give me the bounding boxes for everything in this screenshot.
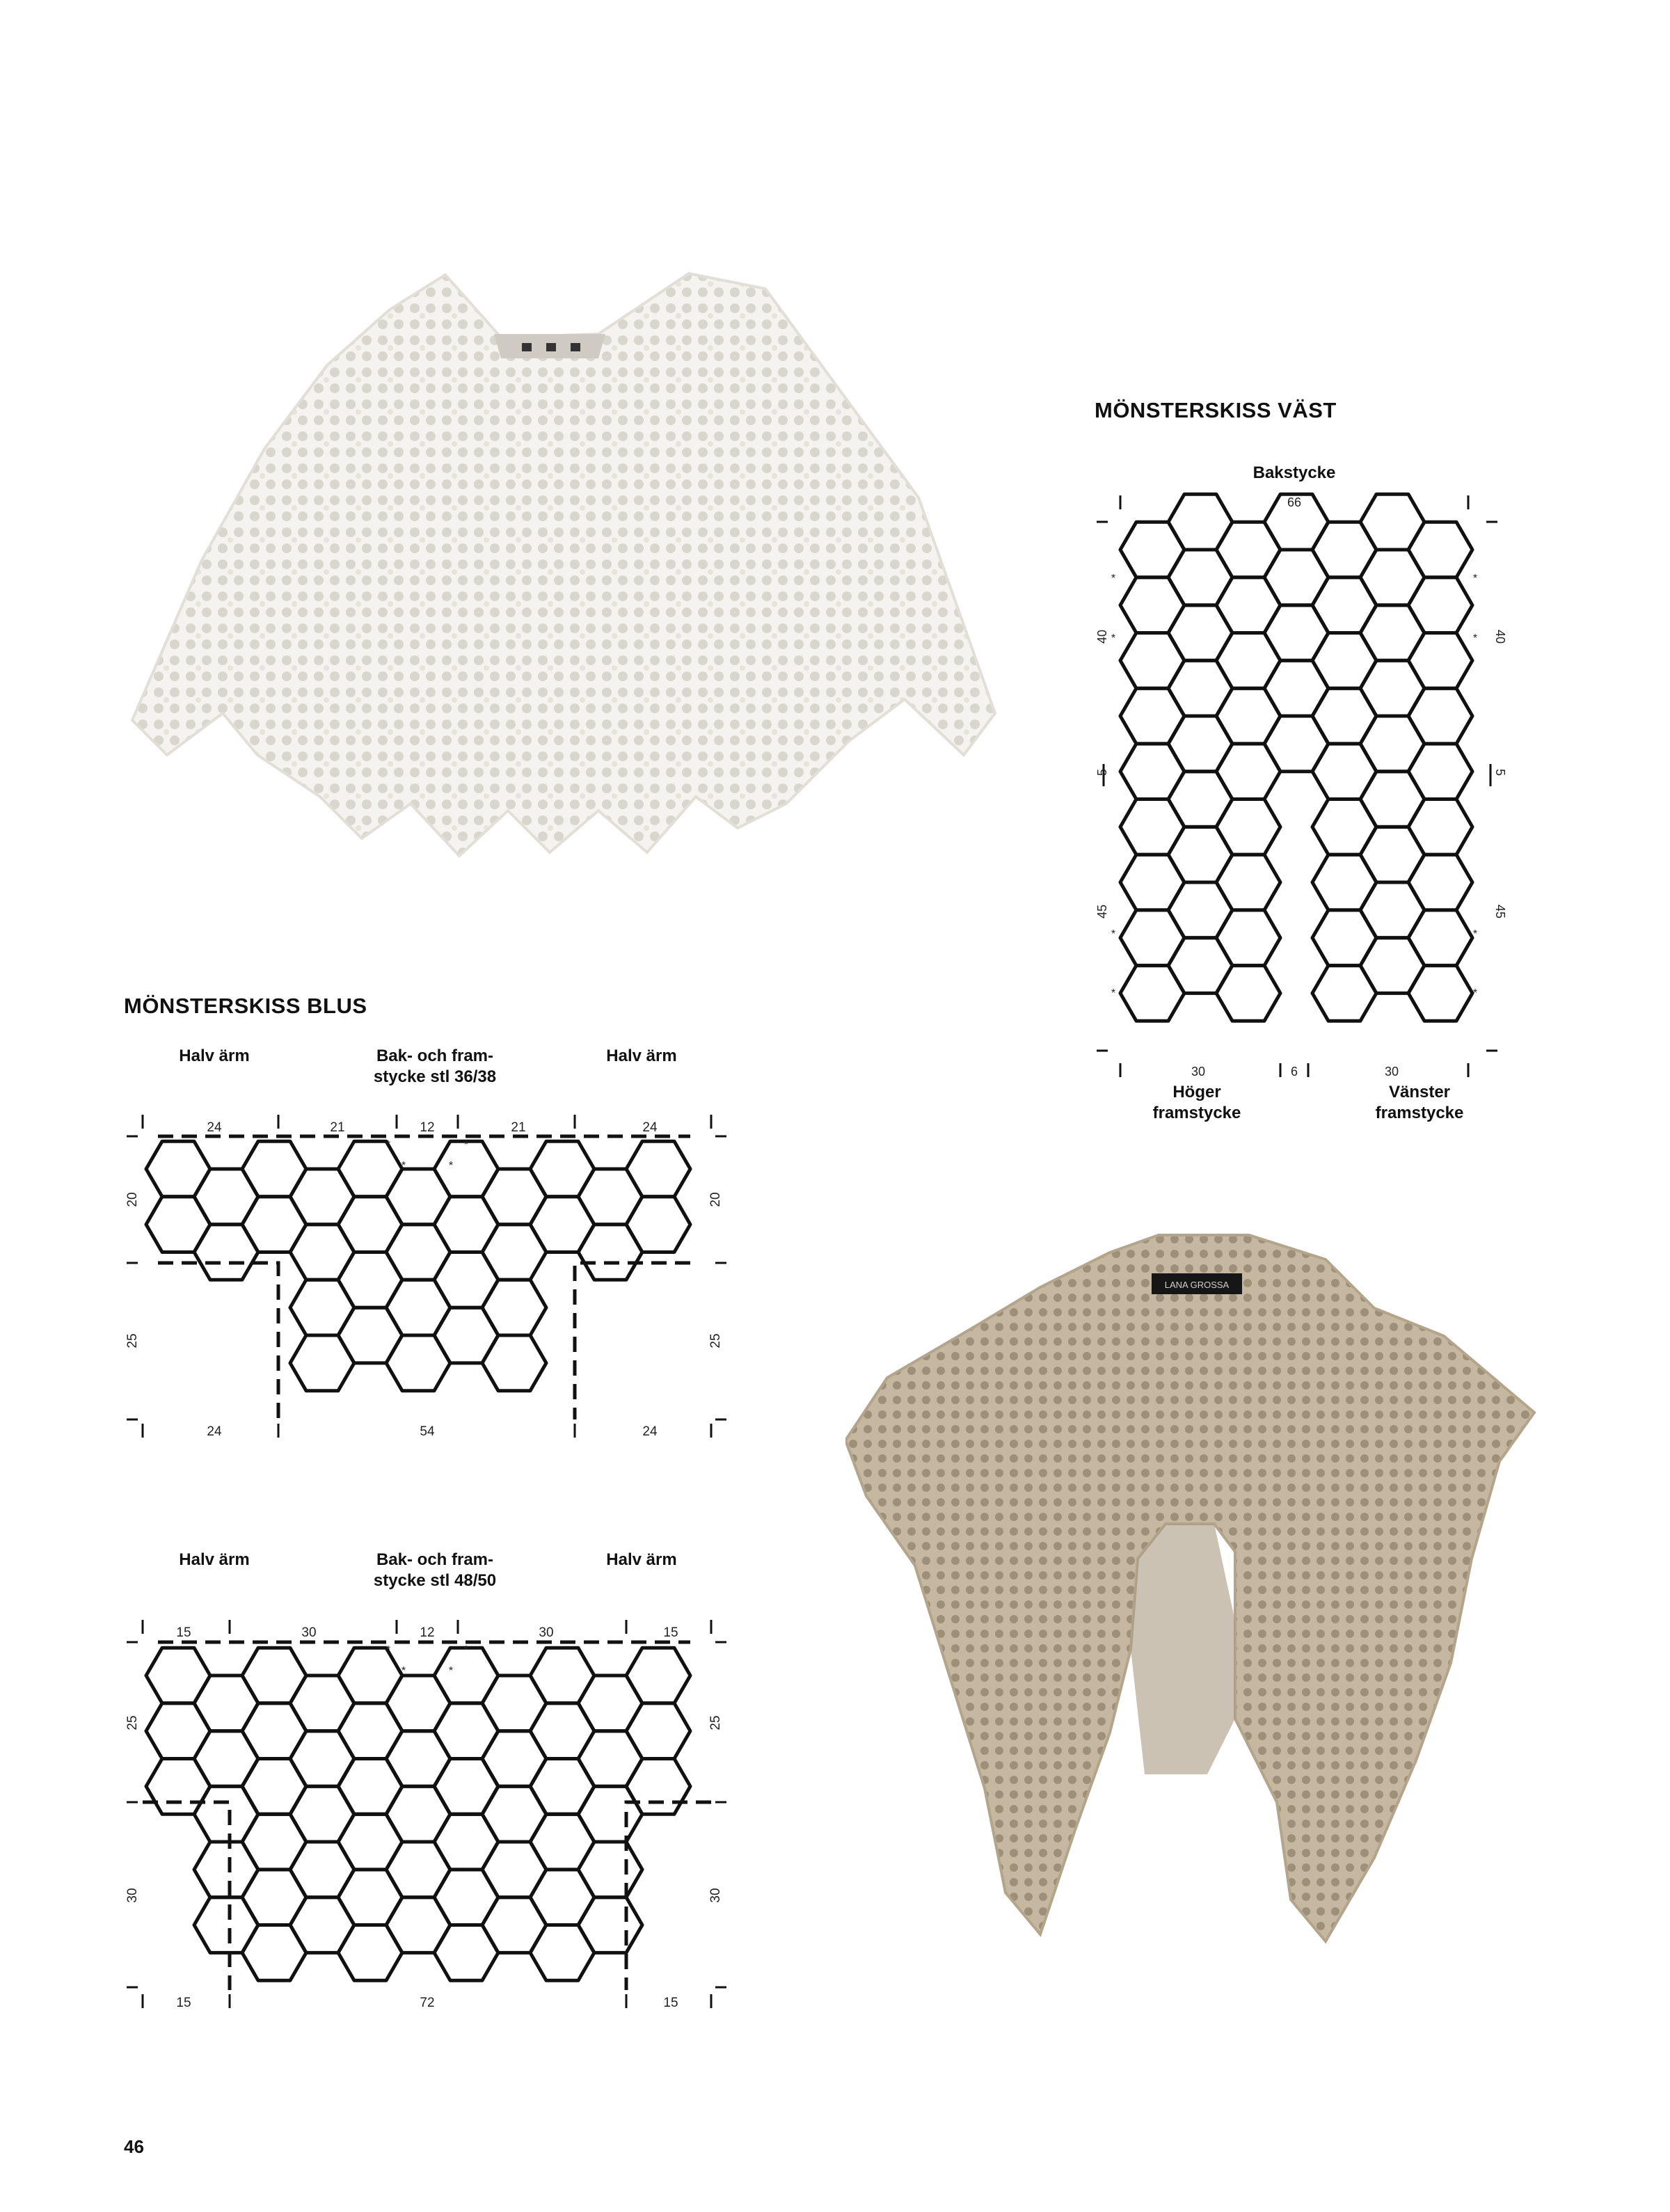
- vest-right-height-1: 40: [1493, 629, 1507, 644]
- svg-text:*: *: [448, 1160, 454, 1172]
- vest-bottom-width-2: 6: [1290, 1065, 1298, 1079]
- blouse-schematic-2-diagram: [118, 1611, 745, 2021]
- blouse2-right-height-2: 30: [708, 1888, 723, 1903]
- svg-text:*: *: [401, 1665, 406, 1677]
- vest-bottom-width-1: 30: [1191, 1065, 1206, 1079]
- vest-left-height-1: 40: [1095, 629, 1109, 644]
- hexagon-motif: [626, 1648, 690, 1703]
- blouse1-top-width-2: 21: [330, 1120, 345, 1135]
- blouse2-sleeve-right-label: Halv ärm: [606, 1550, 677, 1569]
- hexagon-motif: [1216, 966, 1280, 1021]
- hexagon-motif: [626, 1197, 690, 1252]
- svg-text:*: *: [1472, 632, 1478, 644]
- blouse1-left-height-2: 25: [125, 1333, 140, 1348]
- hexagon-motif: [1408, 966, 1472, 1021]
- vest-bottom-width-3: 30: [1384, 1065, 1399, 1079]
- blouse-schematic-title: MÖNSTERSKISS BLUS: [124, 994, 367, 1018]
- hexagon-motif: [482, 1335, 546, 1391]
- hexagon-motif: [1408, 522, 1472, 578]
- hexagon-motif: [578, 1897, 642, 1953]
- hexagon-motif: [1408, 578, 1472, 633]
- hexagon-motif: [1216, 854, 1280, 910]
- hexagon-motif: [626, 1141, 690, 1197]
- vest-right-height-3: 45: [1493, 904, 1507, 919]
- hexagon-motif: [1408, 633, 1472, 689]
- left-front-label: Vänster framstycke: [1375, 1083, 1464, 1122]
- svg-text:*: *: [463, 1139, 469, 1151]
- vest-schematic-diagram: [1086, 487, 1517, 1099]
- blouse1-bottom-width-2: 54: [420, 1424, 435, 1439]
- svg-text:*: *: [1111, 928, 1116, 940]
- blouse2-left-height-2: 30: [125, 1888, 140, 1903]
- hexagon-motif: [1216, 799, 1280, 855]
- right-front-label: Höger framstycke: [1152, 1083, 1241, 1122]
- blouse1-left-height-1: 20: [125, 1192, 140, 1207]
- blouse1-bottom-width-1: 24: [207, 1424, 222, 1439]
- blouse2-bottom-width-3: 15: [663, 1996, 678, 2010]
- hexagon-motif: [1408, 854, 1472, 910]
- blouse2-top-width-1: 15: [176, 1625, 191, 1640]
- svg-text:*: *: [1111, 573, 1116, 584]
- hexagon-motif: [578, 1786, 642, 1842]
- blouse1-sleeve-left-label: Halv ärm: [179, 1047, 250, 1065]
- blouse2-body-label: Bak- och fram- stycke stl 48/50: [373, 1550, 497, 1590]
- blouse1-bottom-width-3: 24: [642, 1424, 658, 1439]
- blouse1-sleeve-right-label: Halv ärm: [606, 1047, 677, 1065]
- hexagon-motif: [1408, 688, 1472, 744]
- hexagon-motif: [1408, 799, 1472, 855]
- vest-left-height-3: 45: [1095, 904, 1109, 919]
- blouse1-right-height-2: 25: [708, 1333, 723, 1348]
- brand-label: LANA GROSSA: [1164, 1280, 1230, 1290]
- svg-text:*: *: [1472, 573, 1478, 584]
- hexagon-motif: [626, 1703, 690, 1759]
- svg-text:*: *: [448, 1665, 454, 1677]
- vest-schematic-title: MÖNSTERSKISS VÄST: [1095, 398, 1337, 422]
- blouse1-top-width-5: 24: [642, 1120, 658, 1135]
- blouse-schematic-1-diagram: [118, 1106, 745, 1454]
- beige-crochet-vest-photo: [845, 1232, 1538, 1948]
- svg-text:*: *: [1111, 987, 1116, 999]
- svg-text:*: *: [1472, 928, 1478, 940]
- hexagon-motif: [1408, 910, 1472, 966]
- back-piece-label: Bakstycke: [1252, 463, 1336, 482]
- hexagon-motif: [482, 1280, 546, 1335]
- blouse1-top-width-3: 12: [420, 1120, 435, 1135]
- blouse2-bottom-width-1: 15: [176, 1996, 191, 2010]
- hexagon-motif: [1216, 910, 1280, 966]
- vest-top-width: 66: [1287, 495, 1302, 509]
- blouse2-top-width-2: 30: [301, 1625, 317, 1640]
- svg-text:*: *: [1472, 987, 1478, 999]
- blouse2-top-width-4: 30: [539, 1625, 554, 1640]
- vest-left-height-2: 5: [1095, 768, 1109, 777]
- hexagon-motif: [578, 1842, 642, 1897]
- blouse2-top-width-3: 12: [420, 1625, 435, 1640]
- svg-text:*: *: [1111, 632, 1116, 644]
- blouse2-top-width-5: 15: [663, 1625, 678, 1640]
- svg-text:*: *: [463, 1644, 469, 1656]
- vest-right-height-2: 5: [1493, 768, 1507, 777]
- blouse2-right-height-1: 25: [708, 1715, 723, 1730]
- blouse2-sleeve-left-label: Halv ärm: [179, 1550, 250, 1569]
- blouse2-bottom-width-2: 72: [420, 1996, 435, 2010]
- svg-text:*: *: [401, 1160, 406, 1172]
- blouse1-top-width-4: 21: [511, 1120, 526, 1135]
- white-crochet-blouse-photo: [118, 268, 1016, 859]
- blouse1-body-label: Bak- och fram- stycke stl 36/38: [373, 1047, 497, 1086]
- blouse1-top-width-1: 24: [207, 1120, 222, 1135]
- svg-text:*: *: [385, 1139, 391, 1151]
- blouse2-left-height-1: 25: [125, 1715, 140, 1730]
- svg-text:*: *: [385, 1644, 391, 1656]
- page-number: 46: [124, 2136, 144, 2157]
- blouse1-right-height-1: 20: [708, 1192, 723, 1207]
